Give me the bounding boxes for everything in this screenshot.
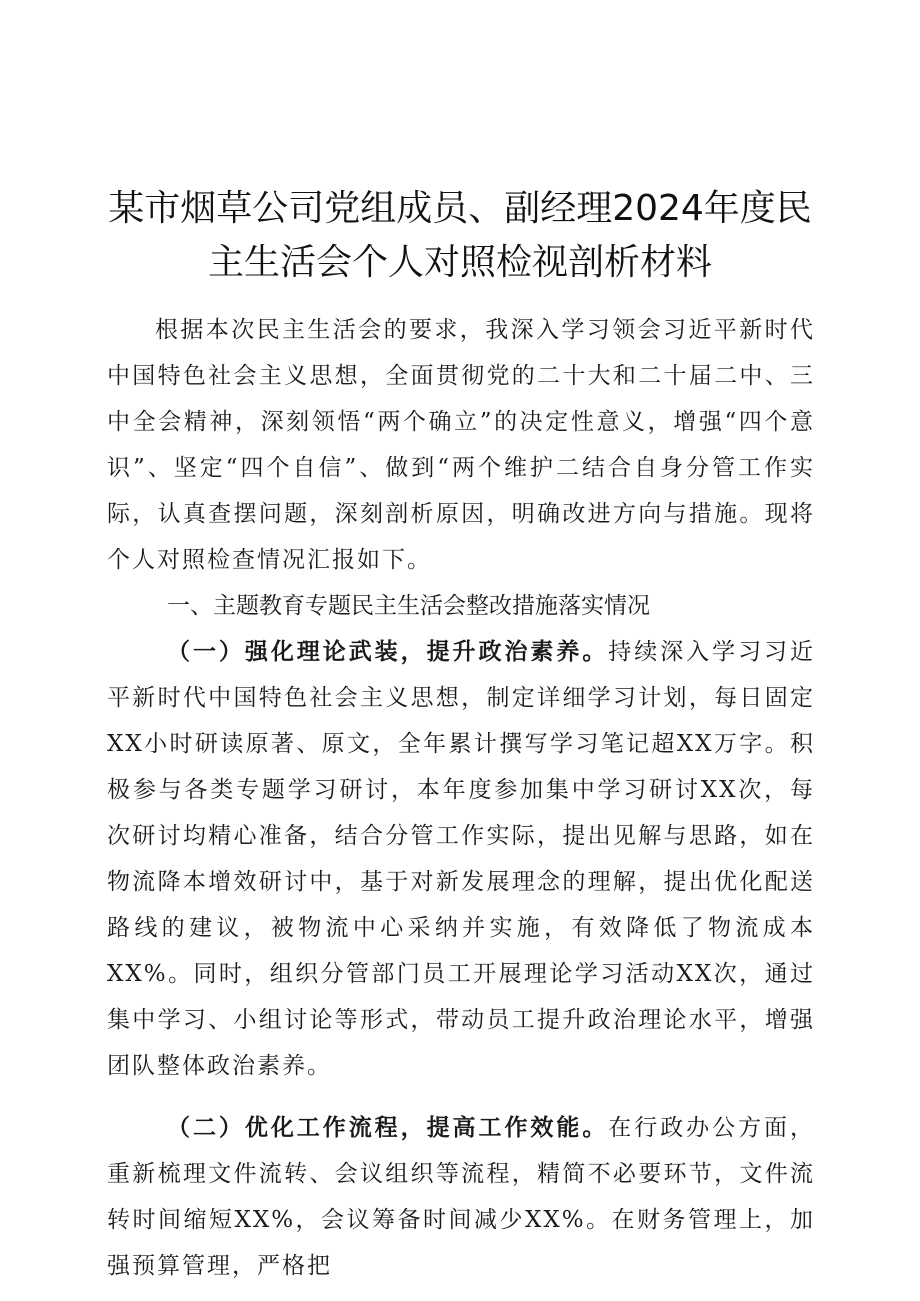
item-paragraph-2 [107,1105,815,1289]
item-1-text: 持续深入学习习近平新时代中国特色社会主义思想，制定详细学习计划，每日固定XX小时研读原著、原文，全年累计撰写学习笔记超XX万字。积极参与各类专题学习研讨，本年度参加集中学习研讨XX次，每次研讨均精心准备，结合分管工作实际，提出见解与思路，如在物流降本增效研讨中，基于对新发展理念的理解，提出优化配送路线的建议，被物流中心采纳并实施，有效降低了物流成本XX%。同时，组织分管部门员工开展理论学习活动XX次，通过集中学习、小组讨论等形式，带动员工提升政治理论水平，增强团队整体政治素养。 [107,639,816,1079]
document-title [90,182,830,290]
title-line-1: 某市烟草公司党组成员、副经理2024年度民 [108,188,812,230]
title-line-2: 主生活会个人对照检视剖析材料 [207,242,712,284]
item-paragraph-1 [107,629,815,1089]
document-body [107,307,815,1289]
section-heading-1: 一、主题教育专题民主生活会整改措施落实情况 [167,593,650,619]
item-2-text: 在行政办公方面，重新梳理文件流转、会议组织等流程，精简不必要环节，文件流转时间缩短XX%，会议筹备时间减少XX%。在财务管理上，加强预算管理，严格把 [107,1115,816,1279]
intro-paragraph: 根据本次民主生活会的要求，我深入学习领会习近平新时代中国特色社会主义思想，全面贯彻党的二十大和二十届二中、三中全会精神，深刻领悟“两个确立”的决定性意义，增强“四个意识”、坚定“四个自信”、做到“两个维护二结合自身分管工作实际，认真查摆问题，深刻剖析原因，明确改进方向与措施。现将个人对照检查情况汇报如下。 [107,317,815,573]
item-1-lead: （一）强化理论武装，提升政治素养。 [167,638,609,665]
item-2-lead: （二）优化工作流程，提高工作效能。 [167,1114,609,1141]
